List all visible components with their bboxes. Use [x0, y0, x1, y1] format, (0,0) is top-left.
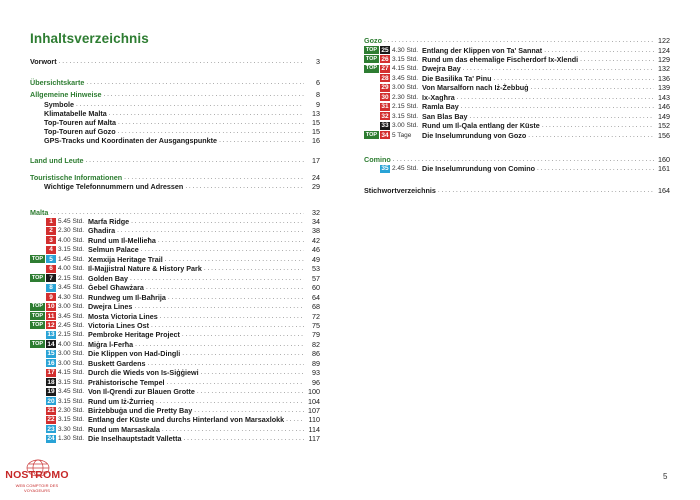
tour-duration: 4.30 Std. — [58, 293, 85, 301]
toc-entry-label: Pembroke Heritage Project — [88, 330, 180, 340]
toc-entry-label: Birżebbuġa und die Pretty Bay — [88, 406, 193, 415]
page-number: 5 — [663, 472, 668, 481]
tour-entry[interactable] — [364, 112, 670, 121]
toc-page-number: 46 — [312, 245, 320, 255]
dot-leader — [167, 378, 304, 387]
dot-leader — [544, 46, 654, 55]
toc-entry-label: Ramla Bay — [422, 102, 459, 112]
dot-leader — [156, 397, 304, 406]
tour-number-badge: 2 — [46, 227, 56, 235]
dot-leader — [134, 302, 304, 311]
dot-leader — [286, 415, 304, 424]
tour-number-badge: 34 — [381, 131, 389, 139]
toc-page-number: 3 — [316, 57, 320, 66]
tour-number-badge: 22 — [47, 416, 55, 424]
toc-page-number: 132 — [658, 64, 670, 74]
dot-leader — [528, 131, 654, 140]
toc-page-number: 89 — [312, 358, 320, 368]
dot-leader — [219, 136, 304, 145]
dot-leader — [185, 182, 304, 191]
toc-entry[interactable] — [30, 118, 320, 127]
tour-entry[interactable] — [30, 434, 320, 443]
toc-page-number: 86 — [312, 349, 320, 359]
toc-page-number: 124 — [658, 45, 670, 55]
top-badge: TOP — [31, 312, 44, 319]
toc-page-number: 82 — [312, 339, 320, 349]
tour-entry[interactable] — [364, 64, 670, 73]
toc-entry-label: Rund um das ehemalige Fischerdorf Ix-Xlendi — [422, 54, 579, 64]
tour-entry[interactable] — [364, 46, 670, 55]
tour-number-badge: 4 — [46, 246, 56, 254]
toc-page-number: 96 — [312, 377, 320, 387]
tour-duration: 2.30 Std. — [58, 227, 85, 235]
tour-duration: 3.00 Std. — [58, 350, 85, 358]
tour-duration: 3.00 Std. — [58, 303, 85, 311]
toc-entry-label: Klimatabelle Malta — [44, 108, 107, 118]
toc-page-number: 32 — [312, 207, 320, 217]
top-badge: TOP — [365, 55, 378, 62]
tour-entry[interactable] — [30, 349, 320, 358]
toc-entry-label: Prähistorische Tempel — [88, 377, 165, 387]
tour-number-badge: 19 — [47, 388, 55, 396]
toc-entry-label: Ix-Xagħra — [422, 92, 455, 102]
toc-entry-label: Għadira — [88, 226, 116, 236]
toc-page-number: 9 — [316, 99, 320, 109]
toc-entry[interactable] — [30, 90, 320, 99]
toc-entry-label: Comino — [364, 154, 391, 164]
tour-duration: 3.00 Std. — [392, 122, 419, 130]
tour-duration: 3.45 Std. — [58, 312, 85, 320]
dot-leader — [135, 340, 304, 349]
tour-entry[interactable] — [30, 340, 320, 349]
dot-leader — [104, 90, 305, 99]
tour-entry[interactable] — [364, 74, 670, 83]
toc-entry-label: Vorwort — [30, 57, 57, 66]
tour-number-badge: 17 — [47, 369, 55, 377]
tour-number-badge: 27 — [381, 65, 389, 73]
toc-page-number: 72 — [312, 311, 320, 321]
toc-page-number: 29 — [312, 182, 320, 191]
toc-page-number: 110 — [308, 415, 320, 425]
tour-number-badge: 20 — [47, 397, 55, 405]
tour-duration: 2.30 Std. — [58, 407, 85, 414]
dot-leader — [182, 349, 304, 358]
tour-entry[interactable] — [30, 397, 320, 406]
tour-entry[interactable] — [30, 245, 320, 254]
tour-number-badge: 33 — [381, 122, 389, 130]
dot-leader — [50, 208, 304, 217]
dot-leader — [141, 245, 304, 254]
tour-entry[interactable] — [30, 330, 320, 339]
toc-entry[interactable] — [30, 127, 320, 136]
toc-page-number: 146 — [658, 102, 670, 112]
tour-number-badge: 15 — [47, 350, 55, 358]
toc-entry-label: Entlang der Klippen von Ta' Sannat — [422, 45, 543, 55]
toc-entry-label: GPS-Tracks und Koordinaten der Ausgangspunkte — [44, 135, 218, 145]
top-badge: TOP — [365, 65, 378, 72]
tour-entry[interactable] — [364, 83, 670, 92]
dot-leader — [160, 312, 304, 321]
tour-entry[interactable] — [30, 264, 320, 273]
tour-duration: 4.30 Std. — [392, 46, 419, 54]
dot-leader — [183, 434, 304, 443]
logo-name: NOSTROMO — [5, 469, 69, 481]
tour-entry[interactable] — [30, 236, 320, 245]
toc-entry[interactable] — [30, 78, 320, 87]
toc-page-number: 143 — [658, 92, 670, 102]
tour-entry[interactable] — [30, 387, 320, 396]
toc-page-number: 38 — [312, 226, 320, 236]
toc-entry-label: Gozo — [364, 36, 382, 45]
tour-number-badge: 10 — [47, 303, 55, 311]
toc-page-number: 15 — [312, 117, 320, 127]
tour-number-badge: 28 — [381, 74, 389, 82]
toc-page-number: 136 — [658, 73, 670, 83]
dot-leader — [86, 78, 304, 87]
dot-leader — [470, 112, 654, 121]
toc-entry-label: San Blas Bay — [422, 111, 468, 121]
toc-page-number: 100 — [308, 387, 320, 397]
toc-entry-label: Von Marsalforn nach Iż-Żebbuġ — [422, 83, 529, 93]
tour-entry[interactable] — [30, 217, 320, 226]
dot-leader — [118, 127, 304, 136]
tour-duration: 2.30 Std. — [392, 93, 419, 101]
tour-number-badge: 3 — [46, 236, 56, 244]
toc-page-number: 49 — [312, 254, 320, 264]
tour-entry[interactable] — [30, 368, 320, 377]
dot-leader — [531, 83, 655, 92]
tour-entry[interactable] — [364, 131, 670, 140]
dot-leader — [124, 173, 304, 182]
tour-duration: 2.15 Std. — [58, 274, 85, 282]
tour-duration: 3.45 Std. — [58, 284, 85, 292]
tour-duration: 4.00 Std. — [58, 340, 85, 348]
toc-entry-label: Xemxija Heritage Trail — [88, 254, 163, 264]
toc-entry-label: Die Inselumrundung von Gozo — [422, 130, 527, 140]
dot-leader — [162, 425, 304, 434]
toc-page-number: 42 — [312, 235, 320, 245]
dot-leader — [146, 283, 304, 292]
toc-page-number: 75 — [312, 320, 320, 330]
toc-page-number: 16 — [312, 135, 320, 145]
tour-number-badge: 12 — [47, 321, 55, 329]
dot-leader — [117, 226, 304, 235]
tour-duration: 3.15 Std. — [58, 397, 85, 405]
tour-duration: 2.15 Std. — [392, 103, 419, 111]
toc-entry-label: Die Inselhauptstadt Valletta — [88, 434, 182, 444]
tour-entry[interactable] — [30, 359, 320, 368]
toc-page-number: 129 — [658, 54, 670, 64]
toc-page-number: 93 — [312, 368, 320, 378]
tour-number-badge: 23 — [47, 425, 55, 433]
tour-duration: 4.00 Std. — [58, 236, 85, 244]
tour-entry[interactable] — [30, 293, 320, 302]
toc-page-number: 17 — [312, 155, 320, 165]
toc-page-number: 24 — [312, 172, 320, 182]
tour-duration: 4.00 Std. — [58, 265, 85, 273]
tour-number-badge: 8 — [46, 284, 56, 292]
tour-duration: 4.15 Std. — [58, 369, 85, 377]
section-comino[interactable] — [364, 155, 670, 164]
tour-number-badge: 26 — [381, 55, 389, 63]
top-badge: TOP — [31, 274, 44, 281]
tour-number-badge: 29 — [381, 84, 389, 92]
toc-page-number: 161 — [658, 164, 670, 173]
toc-page-number: 156 — [658, 130, 670, 140]
tour-entry[interactable] — [364, 121, 670, 130]
toc-entry-label: Selmun Palace — [88, 245, 139, 255]
dot-leader — [168, 293, 304, 302]
dot-leader — [384, 36, 654, 45]
tour-number-badge: 9 — [46, 293, 56, 301]
toc-page-number: 68 — [312, 302, 320, 312]
tour-duration: 3.15 Std. — [58, 378, 85, 386]
tour-entry[interactable] — [30, 302, 320, 311]
tour-duration: 3.15 Std. — [392, 112, 419, 120]
toc-entry-label: Übersichtskarte — [30, 77, 85, 87]
toc-entry[interactable] — [30, 156, 320, 165]
toc-entry-label: Dwejra Lines — [88, 302, 133, 312]
toc-entry-label: Rund um Il-Mellieħa — [88, 235, 156, 245]
toc-entry-label: Rund um Marsaskala — [88, 424, 160, 434]
tour-duration: 3.00 Std. — [58, 359, 85, 367]
toc-entry[interactable] — [30, 182, 320, 191]
tour-entry[interactable] — [30, 406, 320, 415]
toc-page-number: 6 — [316, 77, 320, 87]
toc-page-number: 13 — [312, 108, 320, 118]
dot-leader — [182, 330, 304, 339]
dot-leader — [59, 57, 304, 66]
tour-duration: 3.15 Std. — [392, 55, 419, 63]
toc-entry-label: Miġra l-Ferħa — [88, 339, 134, 349]
toc-page-number: 117 — [308, 434, 320, 444]
dot-leader — [131, 217, 304, 226]
toc-entry-label: Die Klippen von Had-Dingli — [88, 349, 181, 359]
tour-number-badge: 24 — [47, 435, 55, 443]
index-entry[interactable] — [364, 186, 670, 195]
toc-entry-label: Marfa Ridge — [88, 217, 130, 226]
tour-duration: 3.45 Std. — [58, 388, 85, 396]
toc-entry-label: Ġebel Għawżara — [88, 283, 144, 293]
top-badge: TOP — [31, 303, 44, 310]
toc-page-number: 104 — [308, 396, 320, 406]
dot-leader — [204, 264, 304, 273]
tour-entry[interactable] — [364, 164, 670, 173]
tour-number-badge: 31 — [381, 103, 389, 111]
tour-entry[interactable] — [30, 312, 320, 321]
tour-entry[interactable] — [30, 378, 320, 387]
toc-entry[interactable] — [30, 173, 320, 182]
top-badge: TOP — [365, 46, 378, 53]
toc-page-number: 8 — [316, 90, 320, 99]
dot-leader — [542, 121, 654, 130]
tour-number-badge: 35 — [381, 165, 389, 172]
top-badge: TOP — [31, 255, 44, 262]
tour-number-badge: 6 — [46, 265, 56, 273]
toc-entry-label: Victoria Lines Ost — [88, 320, 149, 330]
toc-entry-label: Wichtige Telefonnummern und Adressen — [44, 182, 184, 191]
toc-page-number: 57 — [312, 273, 320, 283]
top-badge: TOP — [31, 340, 44, 347]
tour-duration: 3.45 Std. — [392, 74, 419, 82]
dot-leader — [158, 236, 304, 245]
toc-page-number: 149 — [658, 111, 670, 121]
dot-leader — [165, 255, 304, 264]
toc-entry-label: Mosta Victoria Lines — [88, 311, 158, 321]
tour-duration: 4.15 Std. — [392, 65, 419, 73]
dot-leader — [580, 55, 654, 64]
toc-entry-label: Rundweg um Il-Baħrija — [88, 292, 166, 302]
tour-entry[interactable] — [30, 415, 320, 424]
toc-entry-label: Top-Touren auf Malta — [44, 117, 116, 127]
toc-page-number: 64 — [312, 292, 320, 302]
toc-page-number: 164 — [658, 185, 670, 195]
toc-entry-label: Rund um Il-Qala entlang der Küste — [422, 121, 540, 131]
dot-leader — [457, 93, 654, 102]
toc-entry-label: Allgemeine Hinweise — [30, 90, 102, 99]
toc-entry-label: Land und Leute — [30, 155, 84, 165]
tour-number-badge: 5 — [46, 255, 56, 263]
tour-duration: 3.30 Std. — [58, 425, 85, 433]
tour-number-badge: 14 — [47, 340, 55, 348]
toc-page-number: 122 — [658, 36, 670, 45]
dot-leader — [109, 109, 304, 118]
tour-entry[interactable] — [30, 274, 320, 283]
toc-page-number: 139 — [658, 83, 670, 93]
dot-leader — [151, 321, 304, 330]
tour-duration: 3.15 Std. — [58, 246, 85, 254]
tour-number-badge: 30 — [381, 93, 389, 101]
toc-page-number: 53 — [312, 264, 320, 274]
tour-entry[interactable] — [30, 425, 320, 434]
tour-entry[interactable] — [364, 93, 670, 102]
toc-entry-label: Malta — [30, 207, 49, 217]
tour-number-badge: 13 — [47, 331, 55, 339]
tour-entry[interactable] — [30, 321, 320, 330]
tour-entry[interactable] — [364, 102, 670, 111]
tour-number-badge: 1 — [46, 218, 56, 226]
dot-leader — [194, 406, 304, 415]
tour-entry[interactable] — [30, 226, 320, 235]
toc-entry-label: Golden Bay — [88, 273, 128, 283]
toc-entry-label: Von Il-Qrendi zur Blauen Grotte — [88, 387, 195, 397]
toc-page-number: 114 — [308, 424, 320, 434]
tour-number-badge: 21 — [47, 407, 55, 414]
tour-number-badge: 16 — [47, 359, 55, 367]
top-badge: TOP — [365, 131, 378, 138]
tour-duration: 2.45 Std. — [58, 321, 85, 329]
toc-page-number: 152 — [658, 121, 670, 131]
logo-tagline: WEB COMPTOIR DES VOYAGEURS — [15, 483, 59, 493]
toc-entry-label: Top-Touren auf Gozo — [44, 126, 116, 136]
toc-entry-label: Die Basilika Ta' Pinu — [422, 73, 492, 83]
dot-leader — [537, 164, 654, 173]
dot-leader — [493, 74, 654, 83]
toc-entry-label: Rund um Iż-Żurrieq — [88, 396, 154, 406]
toc-entry-label: Die Inselumrundung von Comino — [422, 164, 536, 173]
section-malta[interactable] — [30, 208, 320, 217]
toc-entry-label: Touristische Informationen — [30, 172, 123, 182]
tour-duration: 5 Tage — [392, 131, 412, 139]
tour-entry[interactable] — [30, 255, 320, 264]
page-title: Inhaltsverzeichnis — [30, 31, 149, 46]
dot-leader — [118, 118, 304, 127]
toc-entry-label: Symbole — [44, 99, 74, 109]
tour-entry[interactable] — [30, 283, 320, 292]
dot-leader — [438, 186, 654, 195]
tour-number-badge: 18 — [47, 378, 55, 386]
dot-leader — [130, 274, 304, 283]
toc-page-number: 60 — [312, 283, 320, 293]
tour-duration: 5.45 Std. — [58, 218, 85, 225]
toc-page-number: 79 — [312, 330, 320, 340]
toc-page-number: 107 — [308, 406, 320, 415]
dot-leader — [201, 368, 304, 377]
dot-leader — [393, 155, 654, 164]
tour-duration: 3.15 Std. — [58, 416, 85, 424]
toc-entry-label: Buskett Gardens — [88, 358, 146, 368]
toc-entry-label: Entlang der Küste und durchs Hinterland von Marsaxlokk — [88, 415, 285, 425]
toc-page-number: 15 — [312, 126, 320, 136]
toc-entry[interactable] — [30, 100, 320, 109]
tour-number-badge: 25 — [381, 46, 389, 54]
top-badge: TOP — [31, 321, 44, 328]
dot-leader — [461, 102, 654, 111]
tour-number-badge: 7 — [46, 274, 56, 282]
toc-page-number: 160 — [658, 154, 670, 164]
tour-duration: 3.00 Std. — [392, 84, 419, 92]
tour-number-badge: 11 — [47, 312, 55, 320]
tour-duration: 1.45 Std. — [58, 255, 85, 263]
dot-leader — [86, 156, 304, 165]
toc-entry-label: Stichwortverzeichnis — [364, 185, 436, 195]
toc-entry-label: Dwejra Bay — [422, 64, 461, 74]
tour-duration: 1.30 Std. — [58, 435, 85, 443]
toc-entry[interactable] — [30, 109, 320, 118]
toc-entry-label: Il-Majjistral Nature & History Park — [88, 264, 202, 274]
section-gozo[interactable] — [364, 36, 670, 45]
tour-duration: 2.45 Std. — [392, 165, 419, 172]
dot-leader — [76, 100, 304, 109]
tour-entry[interactable] — [364, 55, 670, 64]
toc-entry-label: Durch die Wieds von Is-Siġġiewi — [88, 368, 199, 378]
toc-page-number: 34 — [312, 217, 320, 226]
toc-entry[interactable] — [30, 57, 320, 66]
dot-leader — [463, 64, 654, 73]
toc-entry[interactable] — [30, 136, 320, 145]
tour-number-badge: 32 — [381, 112, 389, 120]
dot-leader — [148, 359, 304, 368]
dot-leader — [197, 387, 304, 396]
tour-duration: 2.15 Std. — [58, 331, 85, 339]
